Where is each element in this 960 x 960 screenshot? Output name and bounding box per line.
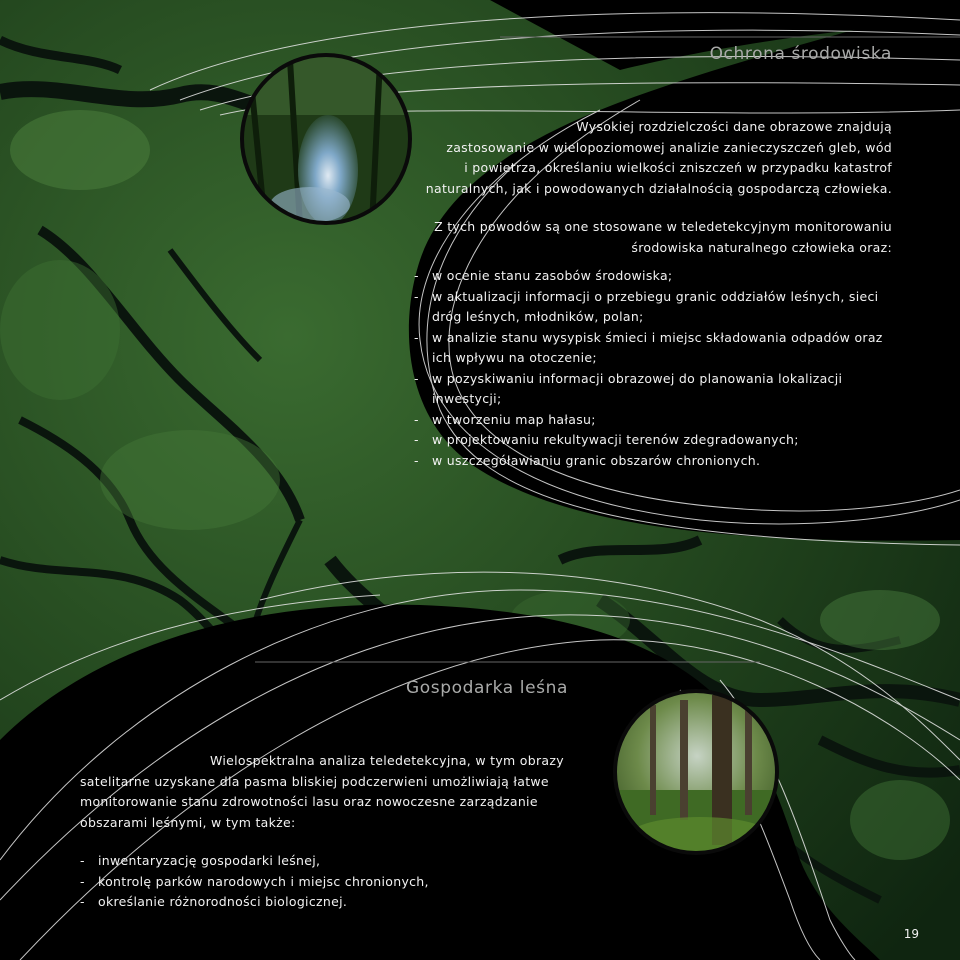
environment-list xyxy=(414,266,904,471)
list-item: - inwentaryzację gospodarki leśnej, xyxy=(80,851,540,872)
list-item: - kontrolę parków narodowych i miejsc chronionych, xyxy=(80,872,540,893)
list-item: - w pozyskiwaniu informacji obrazowej do planowania lokalizacji inwestycji; xyxy=(414,369,904,410)
list-item: - w ocenie stanu zasobów środowiska; xyxy=(414,266,904,287)
page-number: 19 xyxy=(903,927,919,941)
intro-line: naturalnych, jak i powodowanych działalnością gospodarczą człowieka. xyxy=(425,180,892,196)
list-item: - w tworzeniu map hałasu; xyxy=(414,410,904,431)
lead-line: środowiska naturalnego człowieka oraz: xyxy=(631,239,892,255)
forestry-intro xyxy=(80,751,600,833)
intro-line: i powietrza, określaniu wielkości zniszczeń w przypadku katastrof xyxy=(464,160,892,175)
environment-heading: Ochrona środowiska xyxy=(709,44,892,64)
lead-line: Z tych powodów są one stosowane w teledetekcyjnym monitorowaniu xyxy=(434,219,892,234)
forestry-list xyxy=(80,851,540,913)
list-item: - w projektowaniu rekultywacji terenów zdegradowanych; xyxy=(414,430,904,451)
intro-line: Wielospektralna analiza teledetekcyjna, w tym obrazy xyxy=(210,753,564,768)
list-item: - w analizie stanu wysypisk śmieci i miejsc składowania odpadów oraz ich wpływu na otoczenie; xyxy=(414,328,904,369)
list-item: - w uszczegóławianiu granic obszarów chronionych. xyxy=(414,451,904,472)
intro-line: obszarami leśnymi, w tym także: xyxy=(80,814,296,830)
intro-line: Wysokiej rozdzielczości dane obrazowe znajdują xyxy=(576,119,892,134)
intro-line: monitorowanie stanu zdrowotności lasu oraz nowoczesne zarządzanie xyxy=(80,794,538,809)
forestry-heading: Gospodarka leśna xyxy=(406,678,569,698)
environment-intro xyxy=(332,117,892,199)
intro-line: zastosowanie w wielopoziomowej analizie zanieczyszczeń gleb, wód xyxy=(446,139,892,155)
list-item: - w aktualizacji informacji o przebiegu granic oddziałów leśnych, sieci dróg leśnych, młodników, polan; xyxy=(414,287,904,328)
intro-line: satelitarne uzyskane dla pasma bliskiej podczerwieni umożliwiają łatwe xyxy=(80,773,549,789)
environment-lead xyxy=(372,217,892,258)
list-item: - określanie różnorodności biologicznej. xyxy=(80,892,540,913)
